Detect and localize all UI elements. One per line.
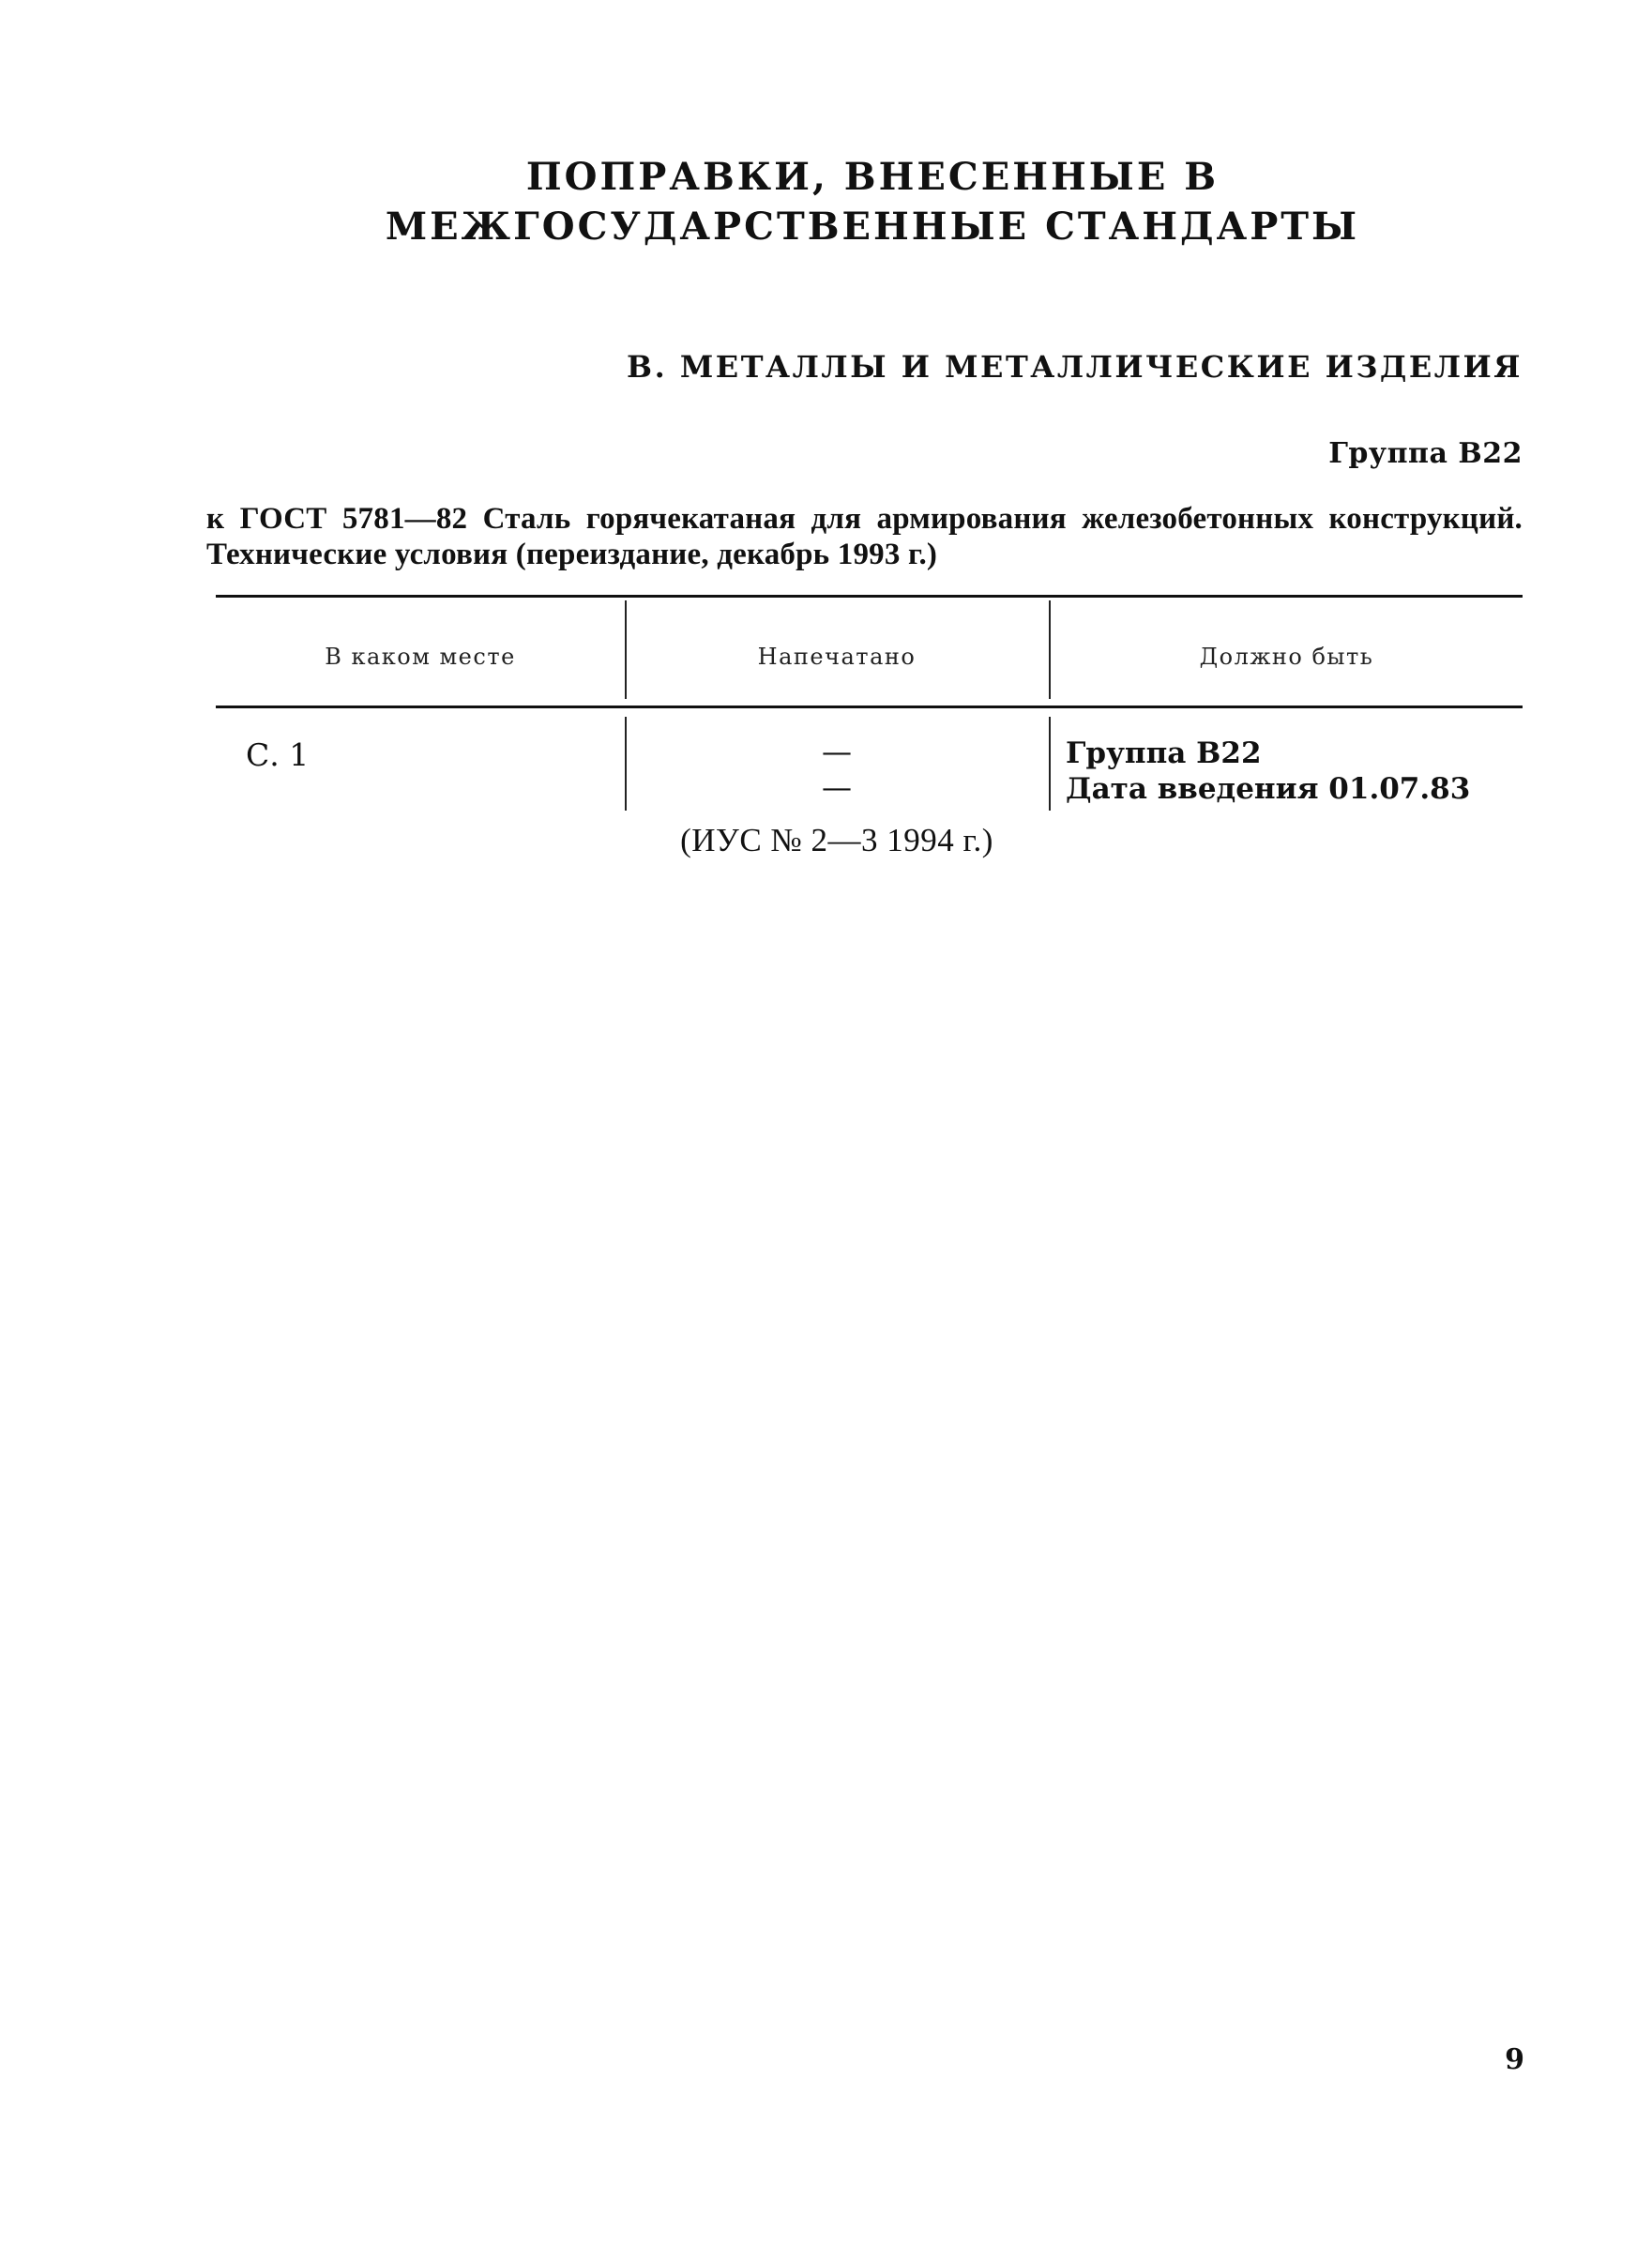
table-top-rule (216, 595, 1523, 598)
table-header-printed: Напечатано (757, 644, 917, 670)
table-cell-should-be-2: Дата введения 01.07.83 (1066, 772, 1471, 806)
table-cell-printed-2: — (822, 769, 852, 805)
standard-reference: к ГОСТ 5781—82 Сталь горячекатаная для армирования железобетонных конструкций. Технические условия (переиздание, декабрь 1993 г.) (206, 502, 1523, 571)
source-note: (ИУС № 2—3 1994 г.) (680, 822, 993, 858)
table-header-divider-1 (625, 600, 627, 699)
table-header-divider-2 (1049, 600, 1051, 699)
section-title: В. МЕТАЛЛЫ И МЕТАЛЛИЧЕСКИЕ ИЗДЕЛИЯ (627, 349, 1523, 385)
table-cell-should-be-1: Группа В22 (1066, 736, 1262, 770)
table-header-rule (216, 706, 1523, 708)
table-header-should-be: Должно быть (1199, 644, 1374, 670)
page-number: 9 (1505, 2043, 1524, 2076)
table-cell-place: С. 1 (246, 736, 310, 773)
table-cell-printed-1: — (822, 734, 852, 769)
page-title (216, 152, 1529, 251)
page-title-text: ПОПРАВКИ, ВНЕСЕННЫЕ В МЕЖГОСУДАРСТВЕННЫЕ СТАНДАРТЫ (385, 155, 1360, 250)
table-row-divider-2 (1049, 717, 1051, 811)
table-header-place: В каком месте (325, 644, 516, 670)
group-label: Группа В22 (1328, 437, 1523, 470)
